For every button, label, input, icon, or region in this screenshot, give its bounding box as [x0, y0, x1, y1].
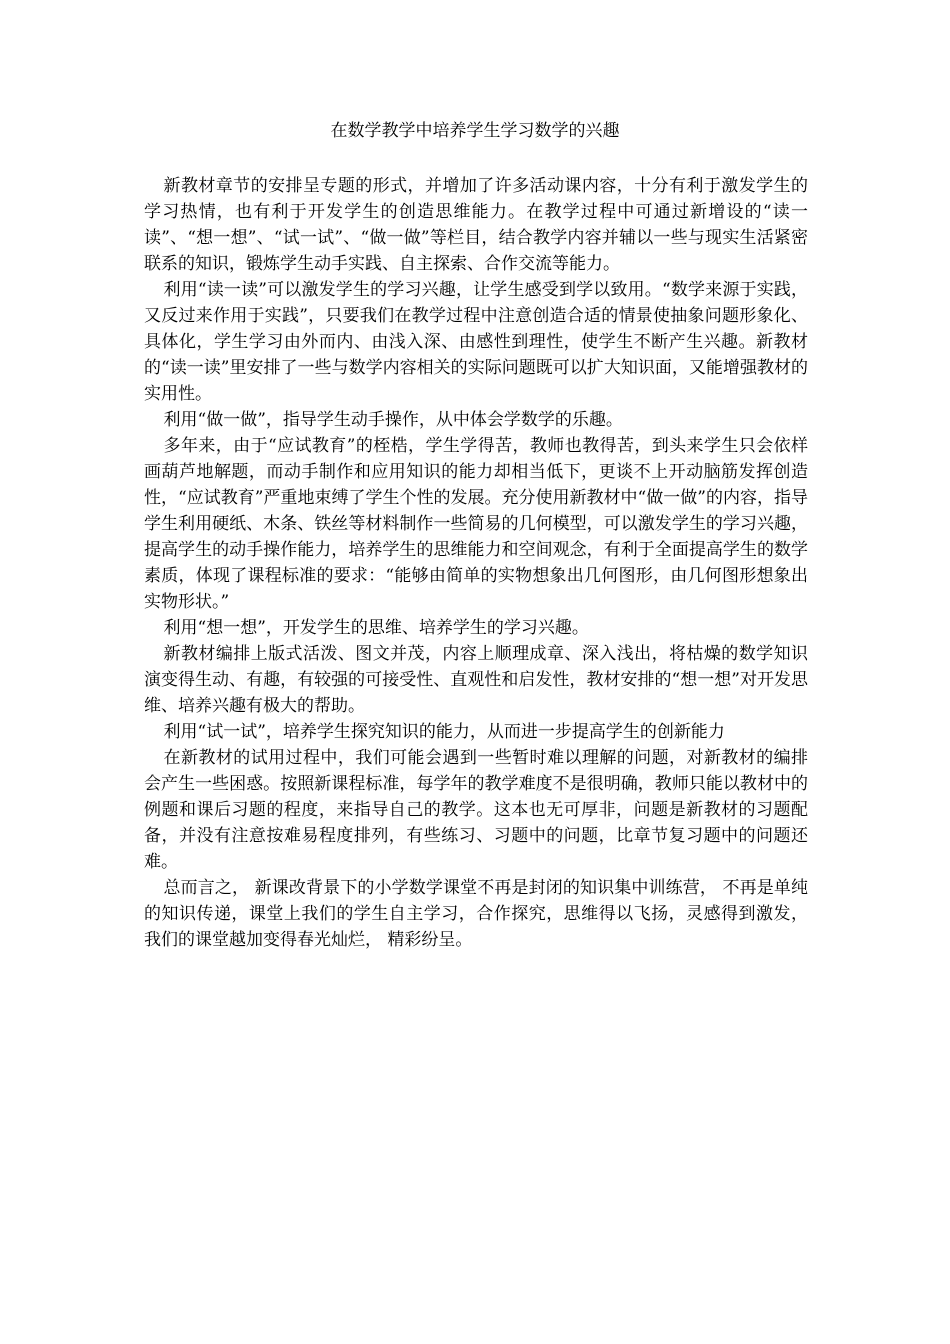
paragraph-think: 新教材编排上版式活泼、图文并茂，内容上顺理成章、深入浅出，将枯燥的数学知识演变得生动、有趣，有较强的可接受性、直观性和启发性，教材安排的“想一想”对开发思维、培养兴趣有极大的帮助。	[144, 644, 808, 716]
paragraph-do: 多年来，由于“应试教育”的桎梏，学生学得苦，教师也教得苦，到头来学生只会依样画葫芦地解题，而动手制作和应用知识的能力却相当低下，更谈不上开动脑筋发挥创造性，“应试教育”严重地束缚了学生个性的发展。充分使用新教材中“做一做”的内容，指导学生利用硬纸、木条、铁丝等材料制作一些简易的几何模型，可以激发学生的学习兴趣，提高学生的动手操作能力，培养学生的思维能力和空间观念，有利于全面提高学生的数学素质，体现了课程标准的要求：“能够由简单的实物想象出几何图形，由几何图形想象出实物形状。”	[144, 436, 808, 612]
paragraph-try: 在新教材的试用过程中，我们可能会遇到一些暂时难以理解的问题，对新教材的编排会产生一些困惑。按照新课程标准，每学年的教学难度不是很明确，教师只能以教材中的例题和课后习题的程度，来指导自己的教学。这本也无可厚非，问题是新教材的习题配备，并没有注意按难易程度排列，有些练习、习题中的问题，比章节复习题中的问题还难。	[144, 748, 808, 872]
paragraph-conclusion: 总而言之， 新课改背景下的小学数学课堂不再是封闭的知识集中训练营， 不再是单纯的知识传递，课堂上我们的学生自主学习，合作探究，思维得以飞扬，灵感得到激发， 我们的课堂越加变得春光灿烂， 精彩纷呈。	[144, 878, 808, 950]
document-title: 在数学教学中培养学生学习数学的兴趣	[330, 121, 620, 141]
paragraph-think-heading: 利用“想一想”，开发学生的思维、培养学生的学习兴趣。	[163, 618, 589, 638]
document-body	[144, 173, 808, 953]
paragraph-do-heading: 利用“做一做”，指导学生动手操作，从中体会学数学的乐趣。	[163, 410, 623, 430]
paragraph-read: 利用“读一读”可以激发学生的学习兴趣，让学生感受到学以致用。“数学来源于实践，又反过来作用于实践”，只要我们在教学过程中注意创造合适的情景使抽象问题形象化、具体化，学生学习由外而内、由浅入深、由感性到理性，使学生不断产生兴趣。新教材的“读一读”里安排了一些与数学内容相关的实际问题既可以扩大知识面，又能增强教材的实用性。	[144, 280, 808, 404]
paragraph-try-heading: 利用“试一试”，培养学生探究知识的能力，从而进一步提高学生的创新能力	[163, 722, 725, 742]
paragraph-intro: 新教材章节的安排呈专题的形式，并增加了许多活动课内容，十分有利于激发学生的学习热情，也有利于开发学生的创造思维能力。在教学过程中可通过新增设的“读一读”、“想一想”、“试一试”、“做一做”等栏目，结合教学内容并辅以一些与现实生活紧密联系的知识，锻炼学生动手实践、自主探索、合作交流等能力。	[144, 176, 808, 274]
